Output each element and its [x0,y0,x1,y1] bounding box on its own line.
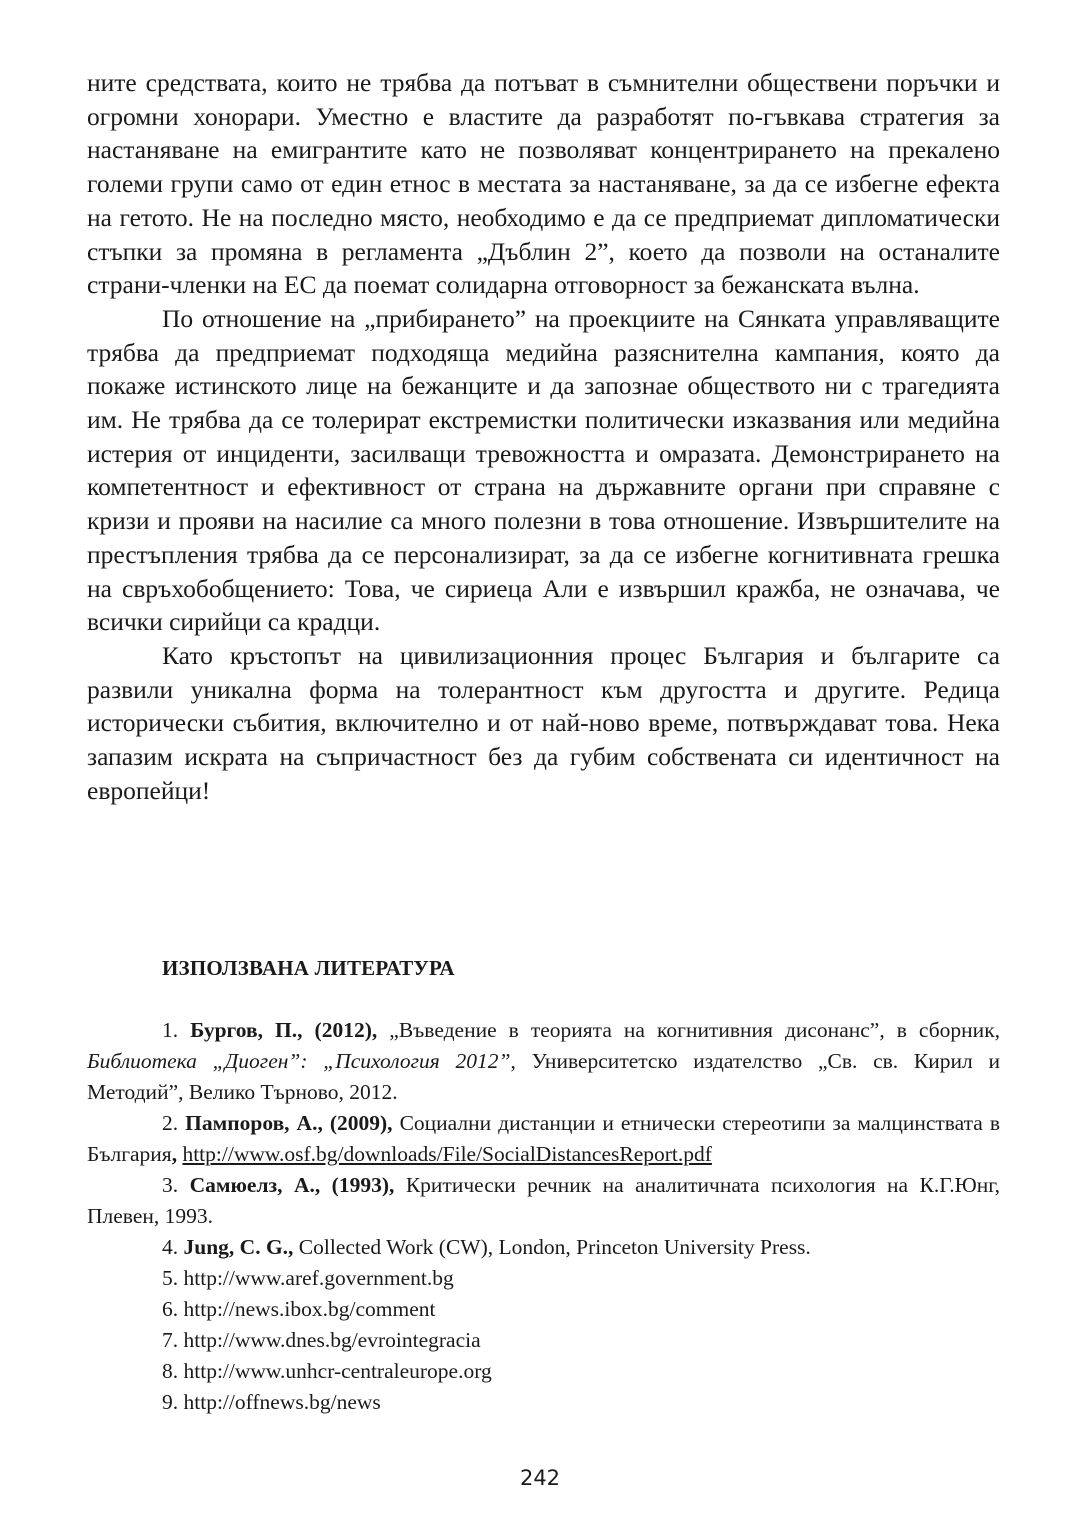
reference-separator: , [171,1142,178,1166]
bibliography-list [87,1015,1000,1418]
reference-number: 5. [162,1266,179,1290]
reference-url: http://www.dnes.bg/evrointegracia [183,1328,481,1352]
paragraph-1: ните средствата, които не трябва да потъват в съмнителни обществени поръчки и огромни хонорари. Уместно е властите да разработят по-гъвкава стратегия за настаняване на емигрантите като не позволяват концентрирането на прекалено големи групи само от един етнос в местата за настаняване, за да се избегне ефекта на гетото. Не на последно място, необходимо е да се предприемат дипломатически стъпки за промяна в регламента „Дъблин 2”, което да позволи на останалите страни-членки на ЕС да поемат солидарна отговорност за бежанската вълна. [87,68,1000,300]
reference-number: 3. [162,1173,179,1197]
reference-text: Collected Work (CW), London, Princeton University Press. [298,1235,811,1259]
reference-number: 6. [162,1297,179,1321]
reference-url: http://offnews.bg/news [183,1390,381,1414]
reference-text-cont: , Университетско издателство „Св. св. Кирил и Методий”, Велико Търново, 2012. [87,1049,1000,1104]
reference-item [87,1108,1000,1170]
reference-url: http://news.ibox.bg/comment [183,1297,436,1321]
bibliography-heading: ИЗПОЛЗВАНА ЛИТЕРАТУРА [162,956,455,980]
reference-item [87,1232,1000,1263]
reference-author: Пампоров, А., (2009), [185,1111,393,1135]
reference-url: http://www.unhcr-centraleurope.org [183,1359,492,1383]
reference-text: Социални дистанции и етнически стереотипи за малцинствата в България [87,1111,1001,1166]
reference-link[interactable]: http://www.osf.bg/downloads/File/SocialDistancesReport.pdf [182,1142,712,1166]
reference-author: Самюелз, А., (1993), [189,1173,395,1197]
reference-number: 7. [162,1328,179,1352]
reference-url: http://www.aref.government.bg [183,1266,454,1290]
reference-item [87,1170,1000,1232]
reference-item [87,1294,1000,1325]
reference-item [87,1387,1000,1418]
reference-text: „Въведение в теорията на когнитивния дисонанс”, в сборник, [389,1018,1001,1042]
reference-number: 1. [162,1018,179,1042]
reference-number: 8. [162,1359,179,1383]
body-text [87,66,1000,807]
reference-title-italic: Библиотека „Диоген”: „Психология 2012” [87,1049,511,1073]
reference-item [87,1263,1000,1294]
paragraph-3: Като кръстопът на цивилизационния процес България и българите са развили уникална форма на толерантност към другостта и другите. Редица исторически събития, включително и от най-ново време, потвърждават това. Нека запазим искрата на съпричастност без да губим собствената си идентичност на европейци! [87,640,1000,805]
reference-item [87,1015,1000,1108]
reference-number: 9. [162,1390,179,1414]
reference-text: Критически речник на аналитичната психология на К.Г.Юнг, Плевен, 1993. [87,1173,1000,1228]
reference-author: Бургов, П., (2012), [190,1018,378,1042]
paragraph-2: По отношение на „прибирането” на проекциите на Сянката управляващите трябва да предприемат подходяща медийна разяснителна кампания, която да покаже истинското лице на бежанците и да запознае обществото ни с трагедията им. Не трябва да се толерират екстремистки политически изказвания или медийна истерия от инциденти, засилващи тревожността и омразата. Демонстрирането на компетентност и ефективност от страна на държавните органи при справяне с кризи и прояви на насилие са много полезни в това отношение. Извършителите на престъпления трябва да се персонализират, за да се избегне когнитивната грешка на свръхобобщението: Това, че сириеца Али е извършил кражба, не означава, че всички сирийци са крадци. [87,303,1000,637]
reference-author: Jung, C. G., [183,1235,294,1259]
page-number: 242 [519,1466,561,1490]
reference-number: 2. [162,1111,179,1135]
reference-number: 4. [162,1235,179,1259]
reference-item [87,1356,1000,1387]
reference-item [87,1325,1000,1356]
